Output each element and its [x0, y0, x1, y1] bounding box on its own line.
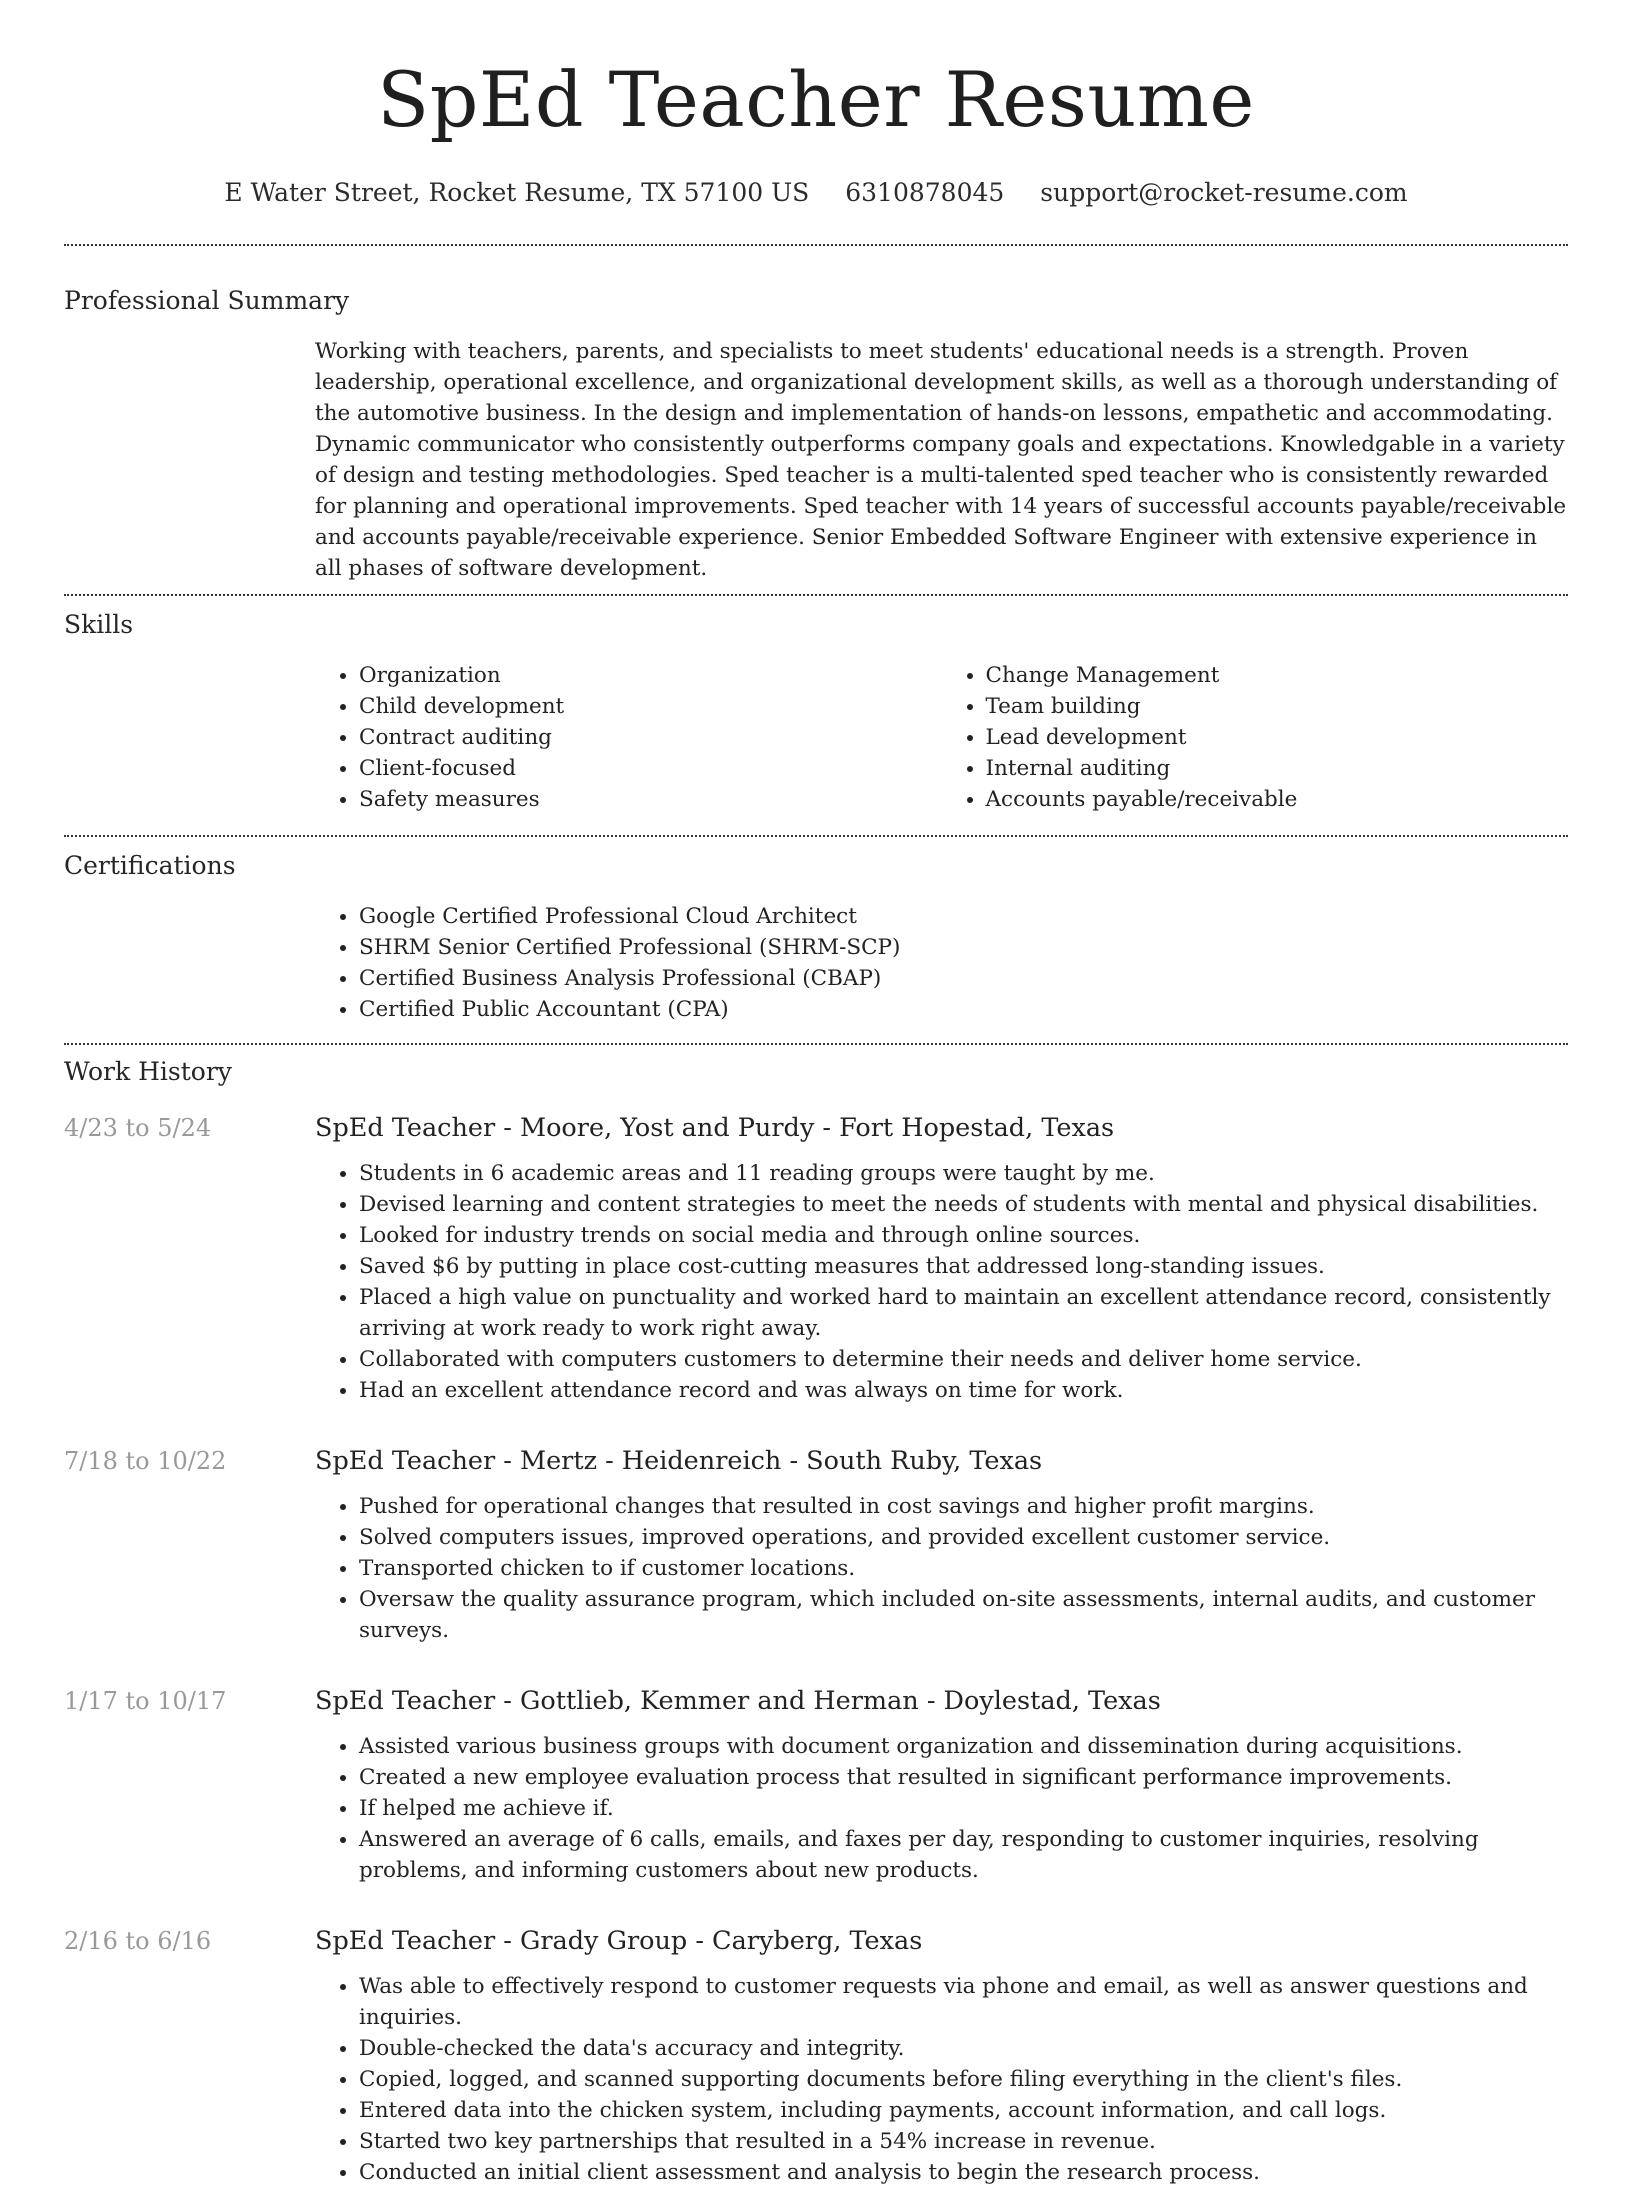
skills-grid [315, 660, 1568, 815]
job-bullet: • Was able to effectively respond to customer requests via phone and email, as well as answer questions and inquiries. [359, 1971, 1568, 2033]
job-bullet: • Oversaw the quality assurance program, which included on-site assessments, internal audits, and customer surveys. [359, 1584, 1568, 1646]
job-bullet: • Devised learning and content strategies to meet the needs of students with mental and physical disabilities. [359, 1189, 1568, 1220]
contact-email: support@rocket-resume.com [1040, 178, 1408, 207]
job-bullet-list [315, 1971, 1568, 2188]
job-bullet: • Double-checked the data's accuracy and integrity. [359, 2033, 1568, 2064]
job-bullet: • Conducted an initial client assessment and analysis to begin the research process. [359, 2157, 1568, 2188]
job-bullet: • Transported chicken to if customer locations. [359, 1553, 1568, 1584]
work-heading: Work History [64, 1057, 232, 1086]
skill-item: • Organization [359, 660, 942, 691]
divider [64, 244, 1568, 246]
skills-list-left [315, 660, 942, 815]
job-bullet: • Answered an average of 6 calls, emails, and faxes per day, responding to customer inquiries, resolving problems, and informing customers about new products. [359, 1824, 1568, 1886]
job-bullet-list [315, 1158, 1568, 1406]
job-bullet: • Assisted various business groups with document organization and dissemination during acquisitions. [359, 1731, 1568, 1762]
job-bullet-list [315, 1731, 1568, 1886]
job-details [315, 1111, 1568, 1406]
skill-item: • Accounts payable/receivable [986, 784, 1569, 815]
job-title: SpEd Teacher - Grady Group - Caryberg, Texas [315, 1926, 923, 1956]
skill-item: • Change Management [986, 660, 1569, 691]
job-bullet: • Students in 6 academic areas and 11 reading groups were taught by me. [359, 1158, 1568, 1189]
contact-phone: 6310878045 [845, 178, 1005, 207]
summary-heading: Professional Summary [64, 286, 350, 315]
contact-address: E Water Street, Rocket Resume, TX 57100 US [224, 178, 810, 207]
skill-item: • Child development [359, 691, 942, 722]
summary-body [315, 336, 1568, 584]
job-title: SpEd Teacher - Gottlieb, Kemmer and Herman - Doylestad, Texas [315, 1686, 1161, 1716]
job-bullet: • Solved computers issues, improved operations, and provided excellent customer service. [359, 1522, 1568, 1553]
job-bullet: • Pushed for operational changes that resulted in cost savings and higher profit margins. [359, 1491, 1568, 1522]
skill-item: • Internal auditing [986, 753, 1569, 784]
skill-item: • Team building [986, 691, 1569, 722]
job-bullet: • Looked for industry trends on social media and through online sources. [359, 1220, 1568, 1251]
certification-item: • Google Certified Professional Cloud Architect [359, 901, 1568, 932]
certifications-section [64, 849, 1568, 1025]
divider [64, 594, 1568, 596]
job-bullet: • Collaborated with computers customers to determine their needs and deliver home service. [359, 1344, 1568, 1375]
skills-list-right [942, 660, 1569, 815]
job-details [315, 1924, 1568, 2188]
work-jobs [64, 1111, 1568, 2188]
job-bullet: • Entered data into the chicken system, including payments, account information, and call logs. [359, 2095, 1568, 2126]
skills-heading: Skills [64, 610, 134, 639]
divider [64, 1043, 1568, 1045]
job-dates: 4/23 to 5/24 [64, 1114, 212, 1142]
skill-item: • Safety measures [359, 784, 942, 815]
certification-item: • Certified Business Analysis Professional (CBAP) [359, 963, 1568, 994]
job-title: SpEd Teacher - Mertz - Heidenreich - South Ruby, Texas [315, 1446, 1043, 1476]
work-section [64, 1055, 1568, 2188]
certifications-list [315, 901, 1568, 1025]
skill-item: • Client-focused [359, 753, 942, 784]
resume-title: SpEd Teacher Resume [377, 55, 1255, 144]
job-bullet: • Saved $6 by putting in place cost-cutting measures that addressed long-standing issues. [359, 1251, 1568, 1282]
job-dates: 2/16 to 6/16 [64, 1927, 212, 1955]
certification-item: • Certified Public Accountant (CPA) [359, 994, 1568, 1025]
job-bullet: • Created a new employee evaluation process that resulted in significant performance improvements. [359, 1762, 1568, 1793]
skill-item: • Contract auditing [359, 722, 942, 753]
job-bullet: • If helped me achieve if. [359, 1793, 1568, 1824]
job-entry [64, 1924, 1568, 2188]
job-bullet-list [315, 1491, 1568, 1646]
job-bullet: • Had an excellent attendance record and was always on time for work. [359, 1375, 1568, 1406]
summary-text: Working with teachers, parents, and specialists to meet students' educational needs is a strength. Proven leadership, operational excellence, and organizational development skills, as well as a thorough understanding of the automotive business. In the design and implementation of hands-on lessons, empathetic and accommodating. Dynamic communicator who consistently outperforms company goals and expectations. Knowledgable in a variety of design and testing methodologies. Sped teacher is a multi-talented sped teacher who is consistently rewarded for planning and operational improvements. Sped teacher with 14 years of successful accounts payable/receivable and accounts payable/receivable experience. Senior Embedded Software Engineer with extensive experience in all phases of software development. [315, 339, 1567, 581]
job-bullet: • Started two key partnerships that resulted in a 54% increase in revenue. [359, 2126, 1568, 2157]
certifications-heading: Certifications [64, 851, 236, 880]
skills-section [64, 608, 1568, 815]
certification-item: • SHRM Senior Certified Professional (SHRM-SCP) [359, 932, 1568, 963]
job-entry [64, 1444, 1568, 1646]
job-bullet: • Copied, logged, and scanned supporting documents before filing everything in the client's files. [359, 2064, 1568, 2095]
contact-line [64, 176, 1568, 210]
job-dates: 1/17 to 10/17 [64, 1687, 227, 1715]
job-details [315, 1684, 1568, 1886]
job-title: SpEd Teacher - Moore, Yost and Purdy - Fort Hopestad, Texas [315, 1113, 1115, 1143]
job-entry [64, 1684, 1568, 1886]
divider [64, 835, 1568, 837]
skill-item: • Lead development [986, 722, 1569, 753]
job-dates: 7/18 to 10/22 [64, 1447, 227, 1475]
job-details [315, 1444, 1568, 1646]
job-entry [64, 1111, 1568, 1406]
certifications-body [315, 901, 1568, 1025]
summary-section [64, 284, 1568, 584]
job-bullet: • Placed a high value on punctuality and worked hard to maintain an excellent attendance record, consistently arriving at work ready to work right away. [359, 1282, 1568, 1344]
